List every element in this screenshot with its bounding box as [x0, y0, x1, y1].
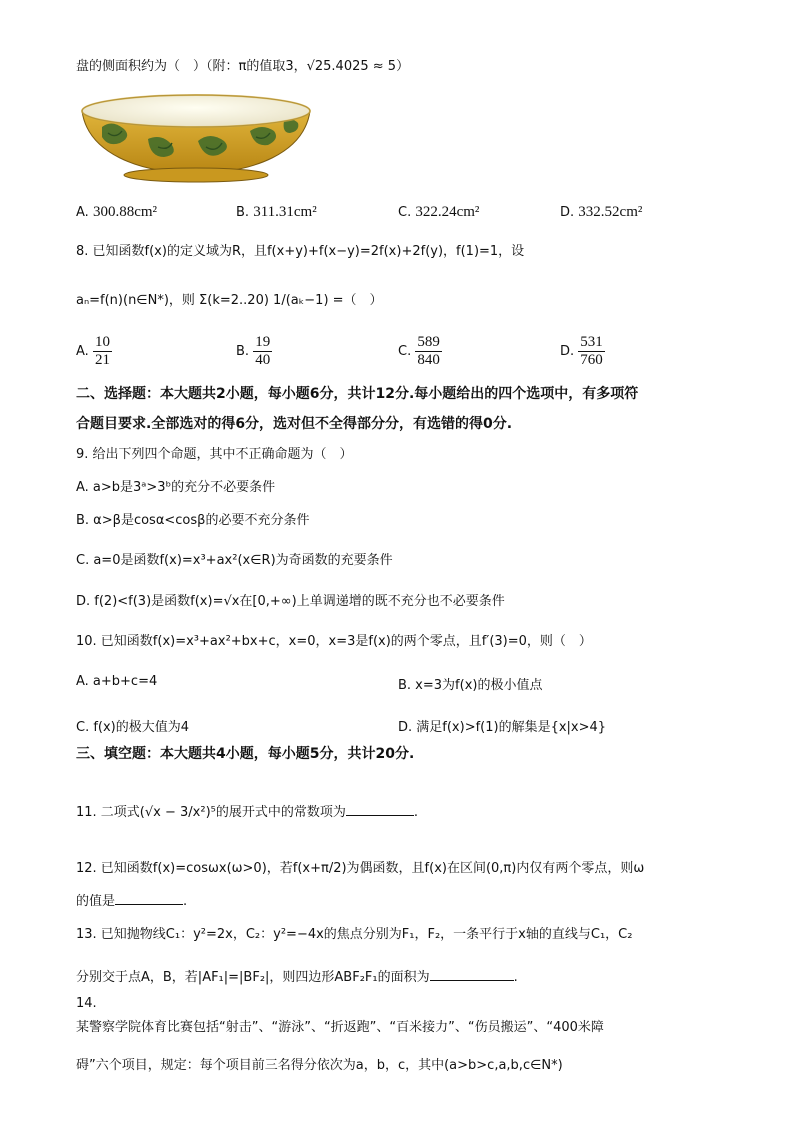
- q8-option-a: A. $\frac{10}{21}$: [76, 334, 110, 368]
- q7-stem: 盘的侧面积约为（ ）（附：π的值取3，√25.4025 ≈ 5）: [76, 59, 410, 74]
- q8-option-c: C. $\frac{589}{840}$: [398, 334, 440, 368]
- q7-option-d: D. 332.52cm²: [560, 204, 643, 220]
- plate-image: [78, 93, 314, 185]
- section-2-heading-cont: 合题目要求.全部选对的得6分，选对但不全得部分分，有选错的得0分.: [76, 416, 513, 432]
- q8-line2: aₙ=f(n)(n∈N*)，则 Σ(k=2..20) 1/(aₖ−1) =（ ）: [76, 293, 383, 308]
- q10-option-a: A. a+b+c=4: [76, 674, 158, 689]
- q12-answer-blank[interactable]: [115, 890, 183, 905]
- q9-option-d: D. f(2)<f(3)是函数f(x)=√x在[0,+∞)上单调递增的既不充分也不必要条件: [76, 594, 505, 609]
- q8-option-b: B. $\frac{19}{40}$: [236, 334, 271, 368]
- section-2-heading: 二、选择题：本大题共2小题，每小题6分，共计12分.每小题给出的四个选项中，有多项符: [76, 386, 639, 402]
- q9-stem: 9. 给出下列四个命题，其中不正确命题为（ ）: [76, 447, 353, 462]
- q14-line1: 某警察学院体育比赛包括“射击”、“游泳”、“折返跑”、“百米接力”、“伤员搬运”、“400米障: [76, 1020, 604, 1035]
- q9-option-a: A. a>b是3ᵃ>3ᵇ的充分不必要条件: [76, 480, 276, 495]
- q8-option-a-fraction: $\frac{10}{21}$: [94, 334, 110, 368]
- q7-option-a: A. 300.88cm²: [76, 204, 158, 220]
- q7-option-c: C. 322.24cm²: [398, 204, 480, 220]
- q8-option-b-fraction: $\frac{19}{40}$: [255, 334, 271, 368]
- section-3-heading: 三、填空题：本大题共4小题，每小题5分，共计20分.: [76, 746, 415, 762]
- q9-option-c: C. a=0是函数f(x)=x³+ax²(x∈R)为奇函数的充要条件: [76, 553, 393, 568]
- q12-line2: 的值是 .: [76, 890, 187, 911]
- q13-line1: 13. 已知抛物线C₁：y²=2x，C₂：y²=−4x的焦点分别为F₁，F₂，一条平行于x轴的直线与C₁，C₂: [76, 927, 633, 942]
- q10-stem: 10. 已知函数f(x)=x³+ax²+bx+c，x=0，x=3是f(x)的两个零点，且f′(3)=0，则（ ）: [76, 634, 592, 649]
- q10-option-c: C. f(x)的极大值为4: [76, 720, 190, 735]
- q7-option-b: B. 311.31cm²: [236, 204, 317, 220]
- q8-option-d-fraction: $\frac{531}{760}$: [580, 334, 603, 368]
- q14-number: 14.: [76, 996, 97, 1011]
- q10-option-b: B. x=3为f(x)的极小值点: [398, 678, 543, 693]
- q10-option-d: D. 满足f(x)>f(1)的解集是{x|x>4}: [398, 720, 607, 735]
- q8-option-d: D. $\frac{531}{760}$: [560, 334, 603, 368]
- q11: 11. 二项式(√x − 3/x²)⁵的展开式中的常数项为 .: [76, 801, 418, 822]
- q8-option-c-fraction: $\frac{589}{840}$: [417, 334, 440, 368]
- q11-answer-blank[interactable]: [346, 801, 414, 816]
- q13-answer-blank[interactable]: [430, 966, 514, 981]
- q8-line1: 8. 已知函数f(x)的定义域为R，且f(x+y)+f(x−y)=2f(x)+2f(y)，f(1)=1，设: [76, 244, 525, 259]
- q9-option-b: B. α>β是cosα<cosβ的必要不充分条件: [76, 513, 310, 528]
- q13-line2: 分别交于点A，B，若|AF₁|=|BF₂|，则四边形ABF₂F₁的面积为 .: [76, 966, 518, 987]
- q12-line1: 12. 已知函数f(x)=cosωx(ω>0)，若f(x+π/2)为偶函数，且f(x)在区间(0,π)内仅有两个零点，则ω: [76, 861, 645, 876]
- q14-line2: 碍”六个项目，规定：每个项目前三名得分依次为a，b，c，其中(a>b>c,a,b,c∈N*): [76, 1058, 563, 1073]
